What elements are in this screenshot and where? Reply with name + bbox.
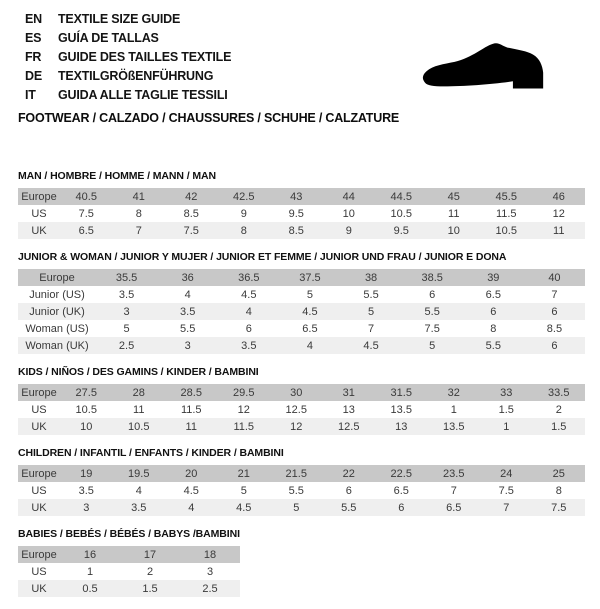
size-table: [18, 546, 240, 597]
row-label: US: [31, 565, 47, 578]
size-value: 7.5: [498, 484, 514, 497]
size-value: 3.5: [157, 303, 218, 320]
size-value: 10: [428, 222, 481, 239]
table-row: [18, 205, 585, 222]
size-value: 10: [60, 418, 113, 435]
size-value: 8.5: [546, 322, 563, 335]
size-value: 5.5: [363, 288, 379, 301]
table-row: [18, 337, 585, 354]
dress-shoe-icon: [396, 28, 578, 100]
size-value: 35.5: [96, 269, 157, 286]
size-value: 8: [490, 322, 497, 335]
size-value: 28: [113, 384, 166, 401]
size-table: [18, 384, 585, 435]
language-row: [25, 85, 231, 104]
table-row: [18, 563, 240, 580]
row-label: Europe: [18, 384, 60, 401]
language-code: IT: [25, 87, 36, 102]
size-value: 22: [323, 465, 376, 482]
size-value: 12: [552, 207, 565, 220]
table-row: [18, 401, 585, 418]
size-section: [18, 528, 585, 597]
size-value: 7: [450, 484, 457, 497]
size-value: 25: [533, 465, 586, 482]
size-table: [18, 188, 585, 239]
size-value: 1: [450, 403, 457, 416]
language-row: [25, 28, 231, 47]
row-label: Europe: [18, 269, 96, 286]
size-value: 1: [480, 418, 533, 435]
size-value: 29.5: [218, 384, 271, 401]
size-value: 4: [165, 499, 218, 516]
size-value: 1: [86, 565, 94, 578]
row-label: Europe: [18, 465, 60, 482]
size-value: 6: [375, 499, 428, 516]
size-value: 37.5: [279, 269, 340, 286]
row-label: UK: [18, 418, 60, 435]
row-label: Europe: [18, 546, 60, 563]
size-table: [18, 465, 585, 516]
size-value: 1.5: [120, 580, 180, 597]
size-value: 7.5: [165, 222, 218, 239]
size-value: 43: [270, 188, 323, 205]
size-section: [18, 170, 585, 239]
language-title: GUÍA DE TALLAS: [58, 30, 159, 45]
language-row: [25, 9, 231, 28]
size-value: 8: [218, 222, 271, 239]
row-label: UK: [18, 222, 60, 239]
size-value: 11: [448, 207, 460, 220]
section-title: KIDS / NIÑOS / DES GAMINS / KINDER / BAMBINI: [18, 366, 259, 378]
size-value: 7.5: [78, 207, 94, 220]
table-row: [18, 222, 585, 239]
section-title: JUNIOR & WOMAN / JUNIOR Y MUJER / JUNIOR ET FEMME / JUNIOR UND FRAU / JUNIOR E DONA: [18, 251, 507, 263]
table-row: [18, 465, 585, 482]
size-value: 17: [120, 546, 180, 563]
size-value: 6.5: [60, 222, 113, 239]
size-value: 6.5: [302, 322, 318, 335]
size-value: 10: [342, 207, 355, 220]
size-value: 8.5: [270, 222, 323, 239]
table-row: [18, 580, 240, 597]
size-value: 44.5: [375, 188, 428, 205]
section-title: MAN / HOMBRE / HOMME / MANN / MAN: [18, 170, 216, 182]
language-code: FR: [25, 49, 42, 64]
table-row: [18, 384, 585, 401]
size-value: 12.5: [323, 418, 376, 435]
size-value: 7: [551, 288, 558, 301]
size-value: 4: [279, 337, 340, 354]
table-row: [18, 188, 585, 205]
size-value: 22.5: [375, 465, 428, 482]
size-value: 19.5: [113, 465, 166, 482]
size-value: 46: [533, 188, 586, 205]
table-row: [18, 286, 585, 303]
size-value: 4.5: [241, 288, 257, 301]
size-value: 3: [206, 565, 214, 578]
size-value: 38: [341, 269, 402, 286]
size-value: 4.5: [279, 303, 340, 320]
size-value: 19: [60, 465, 113, 482]
row-label: US: [31, 403, 47, 416]
size-value: 6: [345, 484, 352, 497]
size-value: 1.5: [498, 403, 514, 416]
size-value: 42.5: [218, 188, 271, 205]
size-value: 11.5: [180, 403, 202, 416]
size-value: 6: [245, 322, 252, 335]
size-value: 45: [428, 188, 481, 205]
size-value: 28.5: [165, 384, 218, 401]
size-value: 16: [60, 546, 120, 563]
size-value: 11.5: [218, 418, 271, 435]
size-value: 3: [96, 303, 157, 320]
size-value: 12: [270, 418, 323, 435]
table-row: [18, 482, 585, 499]
language-title: TEXTILGRÖßENFÜHRUNG: [58, 68, 214, 83]
row-label: Junior (UK): [18, 303, 96, 320]
size-value: 13: [342, 403, 355, 416]
size-value: 7: [368, 322, 375, 335]
size-value: 3.5: [218, 337, 279, 354]
size-value: 4: [218, 303, 279, 320]
size-value: 3: [157, 337, 218, 354]
size-section: [18, 366, 585, 435]
table-row: [18, 269, 585, 286]
size-value: 9: [323, 222, 376, 239]
size-value: 4: [184, 288, 191, 301]
size-value: 4.5: [183, 484, 199, 497]
size-value: 3.5: [78, 484, 94, 497]
section-title: BABIES / BEBÉS / BÉBÉS / BABYS /BAMBINI: [18, 528, 240, 540]
size-value: 2.5: [96, 337, 157, 354]
row-label: Europe: [18, 188, 60, 205]
row-label: UK: [18, 499, 60, 516]
size-value: 3.5: [118, 288, 135, 301]
size-value: 5.5: [180, 322, 196, 335]
size-value: 5: [402, 337, 463, 354]
size-value: 9.5: [375, 222, 428, 239]
size-value: 13.5: [428, 418, 481, 435]
size-value: 41: [113, 188, 166, 205]
size-value: 9.5: [288, 207, 304, 220]
size-value: 7: [480, 499, 533, 516]
size-value: 2: [555, 403, 562, 416]
size-value: 23.5: [428, 465, 481, 482]
size-value: 36.5: [218, 269, 279, 286]
size-value: 31: [323, 384, 376, 401]
size-value: 42: [165, 188, 218, 205]
size-value: 24: [480, 465, 533, 482]
size-value: 6: [463, 303, 524, 320]
language-code: ES: [25, 30, 42, 45]
language-row: [25, 47, 231, 66]
size-section: [18, 447, 585, 516]
size-value: 21.5: [270, 465, 323, 482]
size-section: [18, 251, 585, 354]
table-row: [18, 499, 585, 516]
size-value: 6.5: [393, 484, 409, 497]
language-row: [25, 66, 231, 85]
size-value: 5: [270, 499, 323, 516]
size-value: 1.5: [533, 418, 586, 435]
language-list: [25, 9, 231, 104]
size-value: 10.5: [113, 418, 166, 435]
size-value: 5: [341, 303, 402, 320]
size-value: 5: [306, 288, 313, 301]
size-value: 36: [157, 269, 218, 286]
row-label: Junior (US): [29, 288, 85, 301]
size-value: 4: [135, 484, 142, 497]
size-value: 30: [270, 384, 323, 401]
size-value: 31.5: [375, 384, 428, 401]
size-value: 11.5: [495, 207, 517, 220]
language-title: GUIDA ALLE TAGLIE TESSILI: [58, 87, 228, 102]
table-row: [18, 546, 240, 563]
size-value: 0.5: [60, 580, 120, 597]
language-title: GUIDE DES TAILLES TEXTILE: [58, 49, 232, 64]
size-value: 7.5: [533, 499, 586, 516]
row-label: US: [31, 207, 47, 220]
language-code: DE: [25, 68, 42, 83]
size-value: 32: [428, 384, 481, 401]
size-value: 27.5: [60, 384, 113, 401]
size-value: 5: [123, 322, 130, 335]
size-value: 5.5: [463, 337, 524, 354]
size-value: 9: [240, 207, 247, 220]
size-value: 3: [60, 499, 113, 516]
size-value: 7: [113, 222, 166, 239]
table-row: [18, 303, 585, 320]
size-value: 39: [463, 269, 524, 286]
row-label: Woman (US): [25, 322, 89, 335]
size-sections: [18, 170, 585, 609]
size-value: 40: [524, 269, 585, 286]
size-value: 3.5: [113, 499, 166, 516]
size-value: 11: [533, 222, 586, 239]
size-value: 6: [524, 303, 585, 320]
section-title: CHILDREN / INFANTIL / ENFANTS / KINDER / BAMBINI: [18, 447, 284, 459]
size-value: 6: [524, 337, 585, 354]
size-value: 2.5: [180, 580, 240, 597]
size-value: 8.5: [183, 207, 199, 220]
size-value: 44: [323, 188, 376, 205]
size-value: 5.5: [288, 484, 304, 497]
category-line: FOOTWEAR / CALZADO / CHAUSSURES / SCHUHE / CALZATURE: [18, 111, 400, 125]
size-value: 12: [237, 403, 250, 416]
size-value: 18: [180, 546, 240, 563]
size-table: [18, 269, 585, 354]
size-value: 11: [165, 418, 218, 435]
size-value: 12.5: [285, 403, 307, 416]
size-value: 20: [165, 465, 218, 482]
row-label: Woman (UK): [18, 337, 96, 354]
size-value: 33: [480, 384, 533, 401]
size-value: 38.5: [402, 269, 463, 286]
language-code: EN: [25, 11, 42, 26]
size-value: 5: [240, 484, 247, 497]
row-label: US: [31, 484, 47, 497]
size-value: 6.5: [485, 288, 501, 301]
table-row: [18, 418, 585, 435]
size-value: 13.5: [390, 403, 412, 416]
size-value: 5.5: [323, 499, 376, 516]
table-row: [18, 320, 585, 337]
language-title: TEXTILE SIZE GUIDE: [58, 11, 181, 26]
size-value: 6.5: [428, 499, 481, 516]
size-value: 6: [429, 288, 436, 301]
size-value: 11: [133, 403, 145, 416]
size-value: 5.5: [402, 303, 463, 320]
size-value: 40.5: [60, 188, 113, 205]
size-value: 7.5: [424, 322, 440, 335]
size-value: 8: [555, 484, 562, 497]
row-label: UK: [18, 580, 60, 597]
size-value: 8: [135, 207, 142, 220]
size-value: 4.5: [341, 337, 402, 354]
size-value: 4.5: [218, 499, 271, 516]
size-value: 10.5: [480, 222, 533, 239]
size-value: 33.5: [533, 384, 586, 401]
size-value: 13: [375, 418, 428, 435]
size-value: 10.5: [75, 403, 97, 416]
size-value: 21: [218, 465, 271, 482]
size-value: 45.5: [480, 188, 533, 205]
size-value: 10.5: [390, 207, 412, 220]
size-value: 2: [146, 565, 154, 578]
